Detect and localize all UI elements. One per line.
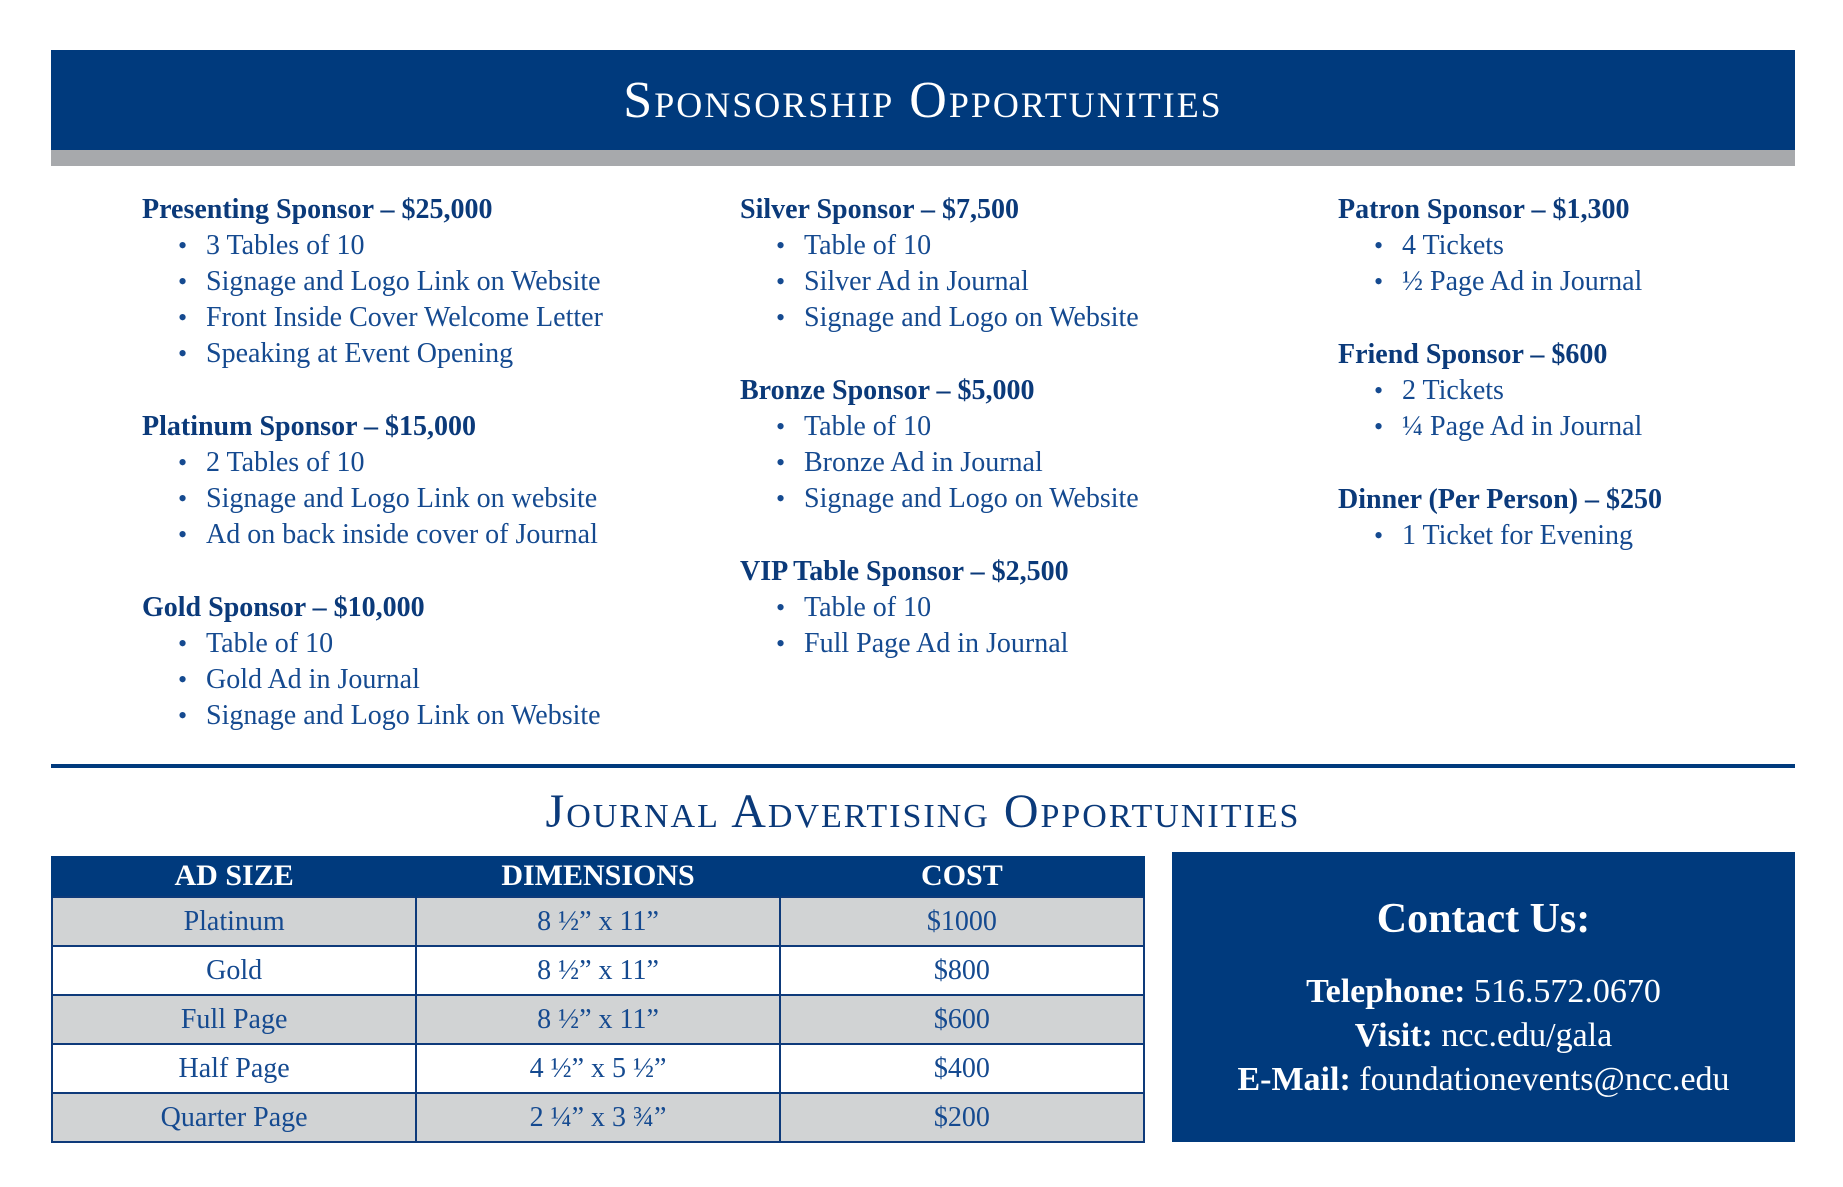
ad-size-cell: Half Page xyxy=(52,1044,416,1093)
email-label: E-Mail: xyxy=(1237,1061,1351,1098)
spacer xyxy=(1338,445,1778,482)
ad-size-cell: Platinum xyxy=(52,897,416,946)
email-link[interactable]: foundationevents@ncc.edu xyxy=(1359,1061,1730,1098)
benefit-item: • Table of 10 xyxy=(178,626,702,662)
dimensions-cell: 8 ½” x 11” xyxy=(416,897,780,946)
benefit-item: • Full Page Ad in Journal xyxy=(776,626,1300,662)
benefit-item: • 1 Ticket for Evening xyxy=(1374,518,1778,554)
sponsor-tier-friend xyxy=(1338,337,1778,445)
sponsor-tier-title: Gold Sponsor – $10,000 xyxy=(142,592,425,623)
dimensions-cell: 2 ¼” x 3 ¾” xyxy=(416,1093,780,1142)
sponsor-tier-title: Friend Sponsor – $600 xyxy=(1338,339,1608,370)
sponsor-tier-platinum xyxy=(142,409,702,553)
spacer xyxy=(142,553,702,590)
spacer xyxy=(1338,300,1778,337)
journal-section-title: Journal Advertising Opportunities xyxy=(545,785,1301,838)
benefit-list xyxy=(142,228,702,372)
telephone-value[interactable]: 516.572.0670 xyxy=(1473,973,1661,1010)
benefit-item: • 2 Tables of 10 xyxy=(178,445,702,481)
cost-cell: $800 xyxy=(780,946,1144,995)
benefit-item: • Ad on back inside cover of Journal xyxy=(178,517,702,553)
journal-ad-table xyxy=(51,856,1145,1143)
sponsor-tier-title: Silver Sponsor – $7,500 xyxy=(740,194,1020,225)
sponsorship-banner xyxy=(51,50,1795,150)
dimensions-cell: 8 ½” x 11” xyxy=(416,946,780,995)
sponsor-tier-bronze xyxy=(740,373,1300,517)
benefit-list xyxy=(142,626,702,734)
benefit-item: • Gold Ad in Journal xyxy=(178,662,702,698)
spacer xyxy=(740,517,1300,554)
benefit-item: • Signage and Logo Link on Website xyxy=(178,264,702,300)
benefit-item: • Bronze Ad in Journal xyxy=(776,445,1300,481)
sponsor-tier-title: Dinner (Per Person) – $250 xyxy=(1338,484,1663,515)
cost-cell: $600 xyxy=(780,995,1144,1044)
spacer xyxy=(142,372,702,409)
table-header-row xyxy=(52,856,1144,897)
ad-size-cell: Gold xyxy=(52,946,416,995)
benefit-item: • Signage and Logo on Website xyxy=(776,300,1300,336)
contact-details xyxy=(1172,970,1795,1102)
benefit-list xyxy=(142,445,702,553)
benefit-list xyxy=(740,590,1300,662)
contact-box xyxy=(1172,852,1795,1142)
benefit-item: • 2 Tickets xyxy=(1374,373,1778,409)
sponsor-tier-title: Presenting Sponsor – $25,000 xyxy=(142,194,493,225)
sponsor-tier-title: Patron Sponsor – $1,300 xyxy=(1338,194,1630,225)
benefit-item: • ½ Page Ad in Journal xyxy=(1374,264,1778,300)
sponsor-tier-title: Bronze Sponsor – $5,000 xyxy=(740,375,1035,406)
benefit-list xyxy=(740,228,1300,336)
contact-email xyxy=(1172,1058,1795,1102)
sponsor-tier-title: VIP Table Sponsor – $2,500 xyxy=(740,556,1069,587)
page-title: Sponsorship Opportunities xyxy=(623,71,1223,129)
ad-size-cell: Quarter Page xyxy=(52,1093,416,1142)
contact-telephone xyxy=(1172,970,1795,1014)
sponsor-tier-gold xyxy=(142,590,702,734)
contact-visit xyxy=(1172,1014,1795,1058)
benefit-item: • Speaking at Event Opening xyxy=(178,336,702,372)
sponsor-tier-vip-table xyxy=(740,554,1300,662)
banner-divider xyxy=(51,150,1795,166)
sponsor-column-1 xyxy=(142,192,702,734)
visit-label: Visit: xyxy=(1354,1017,1433,1054)
website-link[interactable]: ncc.edu/gala xyxy=(1441,1017,1613,1054)
column-header-dimensions: DIMENSIONS xyxy=(416,856,780,897)
telephone-label: Telephone: xyxy=(1306,973,1466,1010)
benefit-item: • Silver Ad in Journal xyxy=(776,264,1300,300)
table-row xyxy=(52,946,1144,995)
benefit-item: • ¼ Page Ad in Journal xyxy=(1374,409,1778,445)
table-row xyxy=(52,1044,1144,1093)
sponsor-tier-title: Platinum Sponsor – $15,000 xyxy=(142,411,476,442)
benefit-item: • Table of 10 xyxy=(776,409,1300,445)
spacer xyxy=(740,336,1300,373)
sponsor-tier-patron xyxy=(1338,192,1778,300)
table-row xyxy=(52,897,1144,946)
benefit-list xyxy=(1338,518,1778,554)
table-row xyxy=(52,1093,1144,1142)
section-divider xyxy=(51,764,1795,768)
cost-cell: $200 xyxy=(780,1093,1144,1142)
table-row xyxy=(52,995,1144,1044)
benefit-item: • Front Inside Cover Welcome Letter xyxy=(178,300,702,336)
column-header-ad-size: AD SIZE xyxy=(52,856,416,897)
sponsor-column-3 xyxy=(1338,192,1778,554)
cost-cell: $400 xyxy=(780,1044,1144,1093)
benefit-item: • 4 Tickets xyxy=(1374,228,1778,264)
column-header-cost: COST xyxy=(780,856,1144,897)
sponsor-tier-presenting xyxy=(142,192,702,372)
benefit-list xyxy=(1338,228,1778,300)
ad-size-cell: Full Page xyxy=(52,995,416,1044)
benefit-item: • Signage and Logo on Website xyxy=(776,481,1300,517)
cost-cell: $1000 xyxy=(780,897,1144,946)
benefit-item: • Table of 10 xyxy=(776,228,1300,264)
benefit-item: • Signage and Logo Link on website xyxy=(178,481,702,517)
benefit-list xyxy=(1338,373,1778,445)
benefit-item: • Table of 10 xyxy=(776,590,1300,626)
sponsor-tier-silver xyxy=(740,192,1300,336)
contact-title: Contact Us: xyxy=(1376,896,1591,942)
benefit-item: • Signage and Logo Link on Website xyxy=(178,698,702,734)
dimensions-cell: 8 ½” x 11” xyxy=(416,995,780,1044)
benefit-item: • 3 Tables of 10 xyxy=(178,228,702,264)
sponsor-tier-dinner xyxy=(1338,482,1778,554)
sponsor-column-2 xyxy=(740,192,1300,662)
dimensions-cell: 4 ½” x 5 ½” xyxy=(416,1044,780,1093)
benefit-list xyxy=(740,409,1300,517)
